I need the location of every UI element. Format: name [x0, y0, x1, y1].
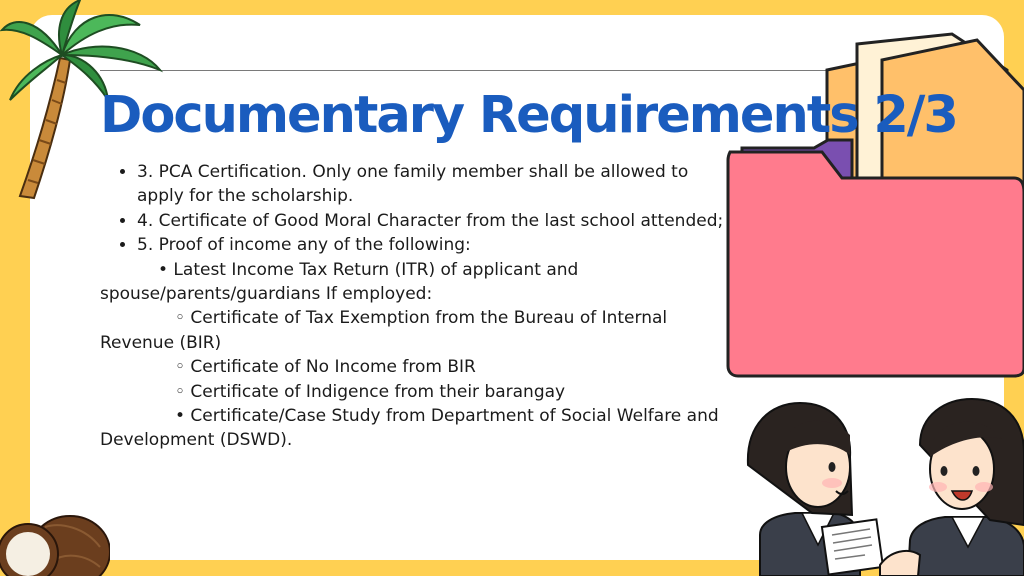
requirements-list — [100, 160, 740, 453]
list-item: • 3. PCA Certification. Only one family member shall be allowed to apply for the scholarship. — [137, 160, 740, 209]
two-businesswomen-illustration — [740, 395, 1024, 576]
sub-item-no-income: ◦ Certificate of No Income from BIR — [175, 357, 476, 378]
sub-item-itr: • Latest Income Tax Return (ITR) of applicant and spouse/parents/guardians If employed: — [100, 259, 579, 305]
folder-icon — [722, 30, 1024, 380]
sub-item-tax-exemption: ◦ Certificate of Tax Exemption from the Bureau of Internal Revenue (BIR) — [100, 308, 668, 353]
list-item: • 5. Proof of income any of the following: — [137, 233, 740, 257]
sub-item-dswd: • Certificate/Case Study from Department of Social Welfare and Development (DSWD). — [100, 406, 719, 451]
numbered-items — [100, 160, 740, 258]
list-item: • 4. Certificate of Good Moral Character from the last school attended; — [137, 209, 740, 233]
page-title: Documentary Requirements 2/3 — [100, 86, 957, 145]
coconut-icon — [0, 492, 110, 576]
sub-item-indigence: ◦ Certificate of Indigence from their barangay — [175, 381, 566, 402]
